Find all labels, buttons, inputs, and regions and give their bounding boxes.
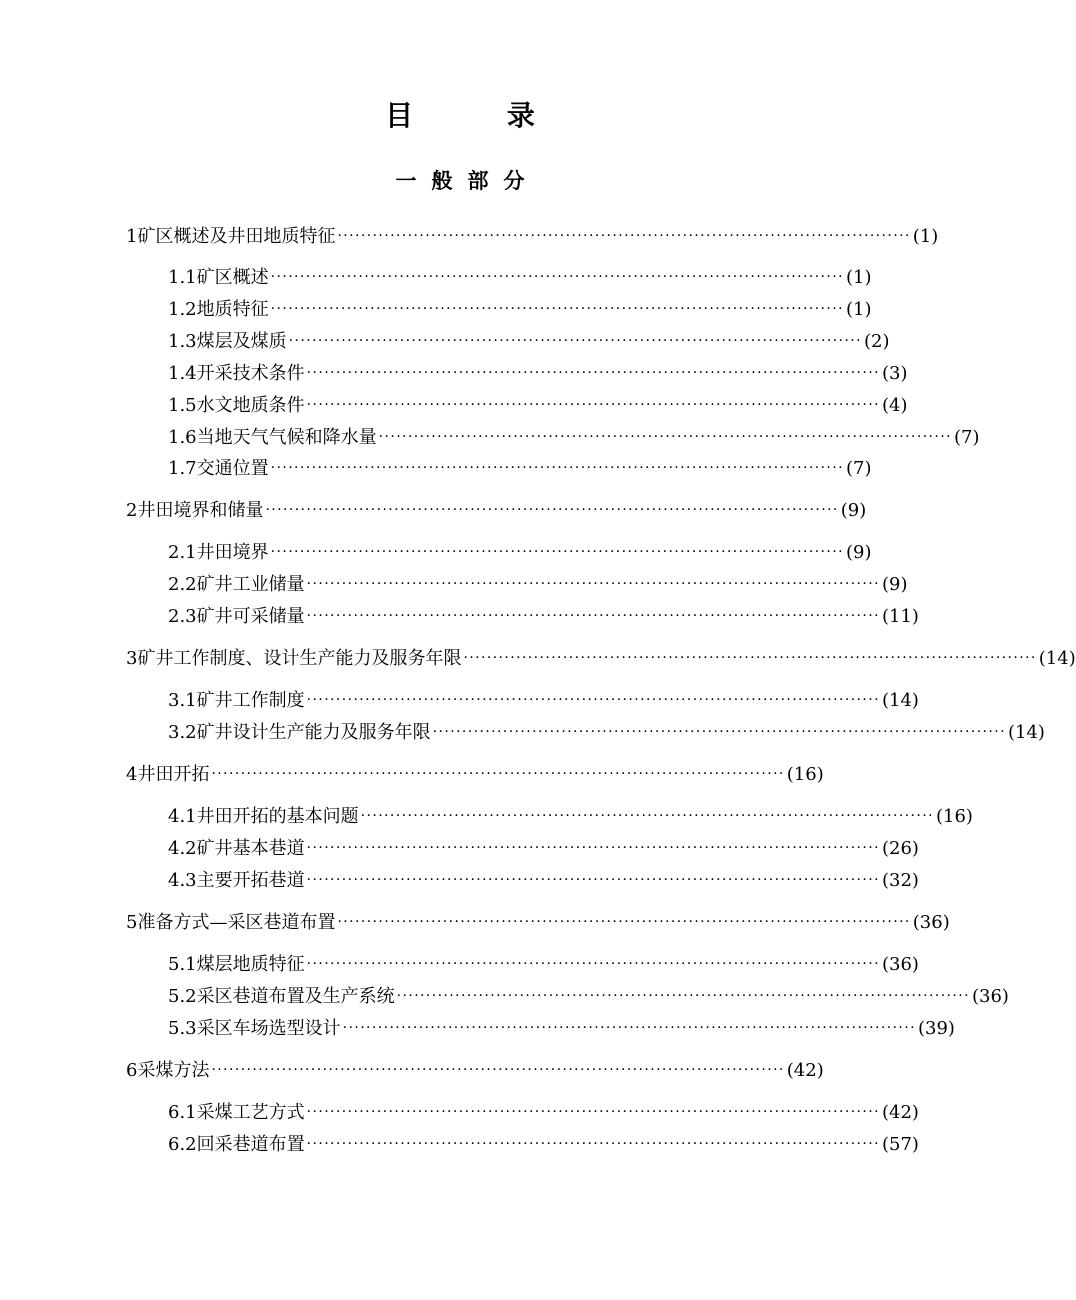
page-title: 目 录	[385, 99, 577, 132]
toc-entry-title: 水文地质条件	[196, 395, 305, 416]
toc-entry-title: 采煤方法	[137, 1060, 210, 1081]
toc-entry-page: (36)	[912, 912, 950, 933]
toc-entry-page: (1)	[845, 299, 872, 320]
toc-entry-title: 采区巷道布置及生产系统	[196, 986, 395, 1007]
toc-dot-leader: ··································································································	[211, 766, 785, 782]
toc-entry-number: 4.3	[168, 870, 197, 891]
toc-entry[interactable]	[168, 425, 980, 451]
toc-entry-title: 井田开拓	[137, 764, 210, 785]
toc-entry-page: (14)	[1038, 648, 1076, 669]
toc-entry-title: 准备方式—采区巷道布置	[137, 912, 336, 933]
toc-entry-page: (14)	[881, 690, 919, 711]
toc-entry-title: 矿井可采储量	[196, 606, 305, 627]
toc-entry[interactable]	[168, 572, 908, 598]
toc-dot-leader: ··································································································	[342, 1020, 916, 1036]
toc-entry[interactable]	[168, 984, 1009, 1010]
toc-entry-title: 采区车场选型设计	[196, 1018, 341, 1039]
toc-entry[interactable]	[168, 361, 908, 387]
toc-dot-leader: ··································································································	[306, 840, 880, 856]
toc-entry-title: 主要开拓巷道	[196, 870, 305, 891]
toc-entry-number: 5.2	[168, 986, 197, 1007]
toc-entry-page: (1)	[912, 226, 939, 247]
toc-dot-leader: ··································································································	[306, 608, 880, 624]
toc-entry-number: 1.2	[168, 299, 197, 320]
toc-entry-page: (1)	[845, 267, 872, 288]
toc-entry-number: 1.4	[168, 363, 197, 384]
toc-entry-title: 矿井基本巷道	[196, 838, 305, 859]
toc-entry[interactable]	[168, 688, 919, 714]
toc-entry-page: (3)	[881, 363, 908, 384]
toc-dot-leader: ··································································································	[432, 724, 1006, 740]
toc-entry[interactable]	[168, 456, 872, 482]
toc-dot-leader: ··································································································	[306, 1104, 880, 1120]
toc-entry-number: 4	[126, 764, 138, 785]
toc-entry[interactable]	[168, 868, 919, 894]
toc-entry[interactable]	[168, 1016, 955, 1042]
toc-dot-leader: ··································································································	[270, 301, 844, 317]
toc-entry-page: (9)	[840, 500, 867, 521]
toc-entry-number: 2.3	[168, 606, 197, 627]
toc-entry-number: 3	[126, 648, 138, 669]
toc-entry-page: (42)	[786, 1060, 824, 1081]
toc-entry-page: (9)	[845, 542, 872, 563]
toc-entry-title: 矿井工业储量	[196, 574, 305, 595]
toc-entry-page: (7)	[845, 458, 872, 479]
toc-entry[interactable]	[168, 393, 908, 419]
toc-entry-title: 井田开拓的基本问题	[196, 806, 359, 827]
toc-entry-number: 1.6	[168, 427, 197, 448]
toc-dot-leader: ··································································································	[270, 460, 844, 476]
toc-entry-number: 2.1	[168, 542, 197, 563]
toc-dot-leader: ··································································································	[306, 365, 880, 381]
toc-entry-page: (16)	[786, 764, 824, 785]
toc-entry-number: 1.3	[168, 331, 197, 352]
toc-entry-number: 5.1	[168, 954, 197, 975]
toc-entry-number: 1.7	[168, 458, 197, 479]
toc-entry-page: (14)	[1007, 722, 1045, 743]
toc-entry[interactable]	[168, 297, 872, 323]
toc-entry-number: 4.1	[168, 806, 197, 827]
toc-dot-leader: ··································································································	[211, 1062, 785, 1078]
toc-dot-leader: ··································································································	[337, 914, 911, 930]
toc-dot-leader: ··································································································	[378, 429, 952, 445]
toc-entry-title: 采煤工艺方式	[196, 1102, 305, 1123]
toc-entry-title: 当地天气气候和降水量	[196, 427, 377, 448]
toc-entry[interactable]	[168, 1100, 919, 1126]
toc-entry[interactable]	[126, 762, 824, 788]
toc-entry-page: (39)	[917, 1018, 955, 1039]
toc-entry[interactable]	[168, 836, 919, 862]
toc-entry-title: 交通位置	[196, 458, 269, 479]
toc-dot-leader: ··································································································	[463, 650, 1037, 666]
toc-entry[interactable]	[168, 804, 973, 830]
toc-entry-page: (7)	[953, 427, 980, 448]
toc-dot-leader: ··································································································	[306, 956, 880, 972]
toc-entry-number: 3.2	[168, 722, 197, 743]
toc-entry-page: (2)	[863, 331, 890, 352]
toc-entry[interactable]	[126, 498, 867, 524]
toc-entry-page: (11)	[881, 606, 919, 627]
toc-dot-leader: ··································································································	[306, 397, 880, 413]
toc-entry-number: 4.2	[168, 838, 197, 859]
toc-dot-leader: ··································································································	[306, 1136, 880, 1152]
toc-entry-number: 1.5	[168, 395, 197, 416]
toc-entry-title: 煤层地质特征	[196, 954, 305, 975]
toc-entry-number: 2.2	[168, 574, 197, 595]
toc-entry-number: 1.1	[168, 267, 197, 288]
toc-dot-leader: ··································································································	[306, 576, 880, 592]
toc-entry-page: (16)	[935, 806, 973, 827]
toc-dot-leader: ··································································································	[270, 269, 844, 285]
toc-entry-page: (42)	[881, 1102, 919, 1123]
toc-dot-leader: ··································································································	[337, 228, 911, 244]
toc-dot-leader: ··································································································	[306, 692, 880, 708]
toc-entry[interactable]	[126, 224, 939, 250]
toc-entry-title: 矿井设计生产能力及服务年限	[196, 722, 431, 743]
toc-entry-number: 1	[126, 226, 138, 247]
toc-entry-title: 回采巷道布置	[196, 1134, 305, 1155]
toc-entry-title: 井田境界	[196, 542, 269, 563]
toc-dot-leader: ··································································································	[360, 808, 934, 824]
toc-entry-title: 开采技术条件	[196, 363, 305, 384]
toc-entry[interactable]	[168, 952, 919, 978]
toc-entry[interactable]	[168, 265, 872, 291]
toc-entry[interactable]	[126, 1058, 824, 1084]
toc-entry-number: 2	[126, 500, 138, 521]
toc-entry[interactable]	[168, 604, 919, 630]
toc-entry-page: (26)	[881, 838, 919, 859]
toc-dot-leader: ··································································································	[396, 988, 970, 1004]
toc-entry-page: (36)	[881, 954, 919, 975]
toc-entry-page: (9)	[881, 574, 908, 595]
toc-entry[interactable]	[168, 1132, 919, 1158]
toc-entry[interactable]	[126, 646, 1076, 672]
toc-entry-title: 矿区概述	[196, 267, 269, 288]
toc-dot-leader: ··································································································	[288, 333, 862, 349]
toc-entry[interactable]	[126, 910, 950, 936]
toc-dot-leader: ··································································································	[265, 502, 839, 518]
toc-entry-page: (57)	[881, 1134, 919, 1155]
toc-entry[interactable]	[168, 329, 890, 355]
toc-dot-leader: ··································································································	[270, 544, 844, 560]
toc-entry-page: (36)	[971, 986, 1009, 1007]
toc-entry-title: 地质特征	[196, 299, 269, 320]
toc-entry-title: 煤层及煤质	[196, 331, 287, 352]
toc-entry[interactable]	[168, 540, 872, 566]
toc-entry-title: 矿井工作制度	[196, 690, 305, 711]
toc-entry-page: (32)	[881, 870, 919, 891]
toc-entry-title: 矿区概述及井田地质特征	[137, 226, 336, 247]
toc-entry-number: 3.1	[168, 690, 197, 711]
toc-entry-title: 矿井工作制度、设计生产能力及服务年限	[137, 648, 462, 669]
toc-entry-page: (4)	[881, 395, 908, 416]
section-subtitle: 一般部分	[395, 169, 540, 193]
toc-entry[interactable]	[168, 720, 1045, 746]
toc-entry-number: 6.1	[168, 1102, 197, 1123]
toc-entry-number: 5.3	[168, 1018, 197, 1039]
toc-entry-number: 6	[126, 1060, 138, 1081]
toc-entry-number: 6.2	[168, 1134, 197, 1155]
toc-dot-leader: ··································································································	[306, 872, 880, 888]
toc-entry-number: 5	[126, 912, 138, 933]
toc-entry-title: 井田境界和储量	[137, 500, 264, 521]
